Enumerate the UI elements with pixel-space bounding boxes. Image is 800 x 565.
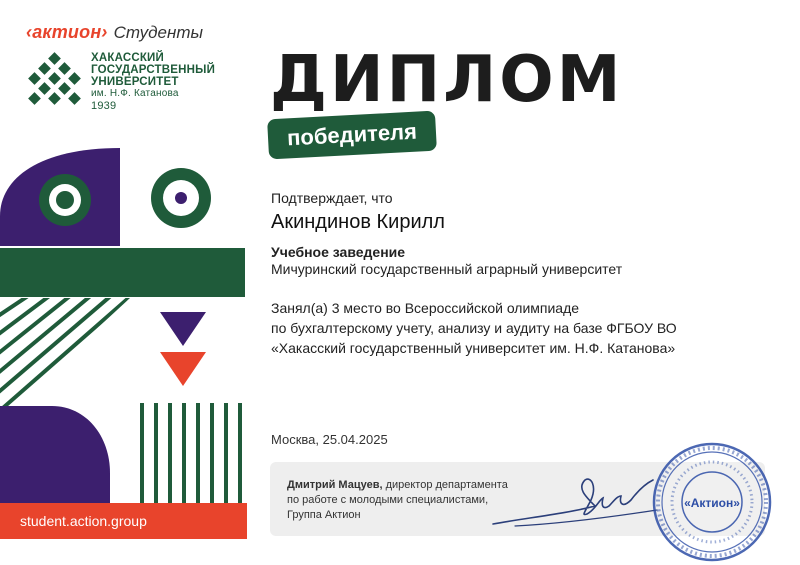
confirms-label: Подтверждает, что [271, 190, 393, 206]
institution-label: Учебное заведение [271, 244, 406, 260]
website-banner: student.action.group [0, 503, 247, 539]
stamp-text: «Актион» [684, 496, 740, 510]
handwritten-signature-icon [485, 466, 665, 536]
aktion-students-logo [26, 22, 203, 43]
official-stamp-icon [650, 440, 774, 564]
signatory-name: Дмитрий Мацуев, [287, 479, 383, 491]
diploma-title: ДИПЛОМ [270, 43, 624, 117]
recipient-name: Акиндинов Кирилл [271, 211, 445, 233]
issue-date: Москва, 25.04.2025 [271, 432, 388, 447]
university-name: ХАКАССКИЙ ГОСУДАРСТВЕННЫЙ УНИВЕРСИТЕТ им. Н.Ф. Катанова 1939 [91, 52, 216, 112]
institution-name: Мичуринский государственный аграрный университет [271, 261, 623, 277]
brand-name: ‹актион› [26, 22, 108, 42]
decorative-geometric-art [0, 148, 250, 543]
university-emblem-icon [26, 52, 84, 110]
signatory-info: Дмитрий Мацуев, директор департамента по работе с молодыми специалистами, Группа Актион [287, 479, 508, 521]
achievement-text: Занял(а) 3 место во Всероссийской олимпиаде по бухгалтерскому учету, анализу и аудиту на базе ФГБОУ ВО «Хакасский государственный университет им. Н.Ф. Катанова» [271, 300, 677, 356]
diploma-subtitle-badge: победителя [267, 111, 437, 160]
brand-suffix: Студенты [113, 23, 204, 42]
